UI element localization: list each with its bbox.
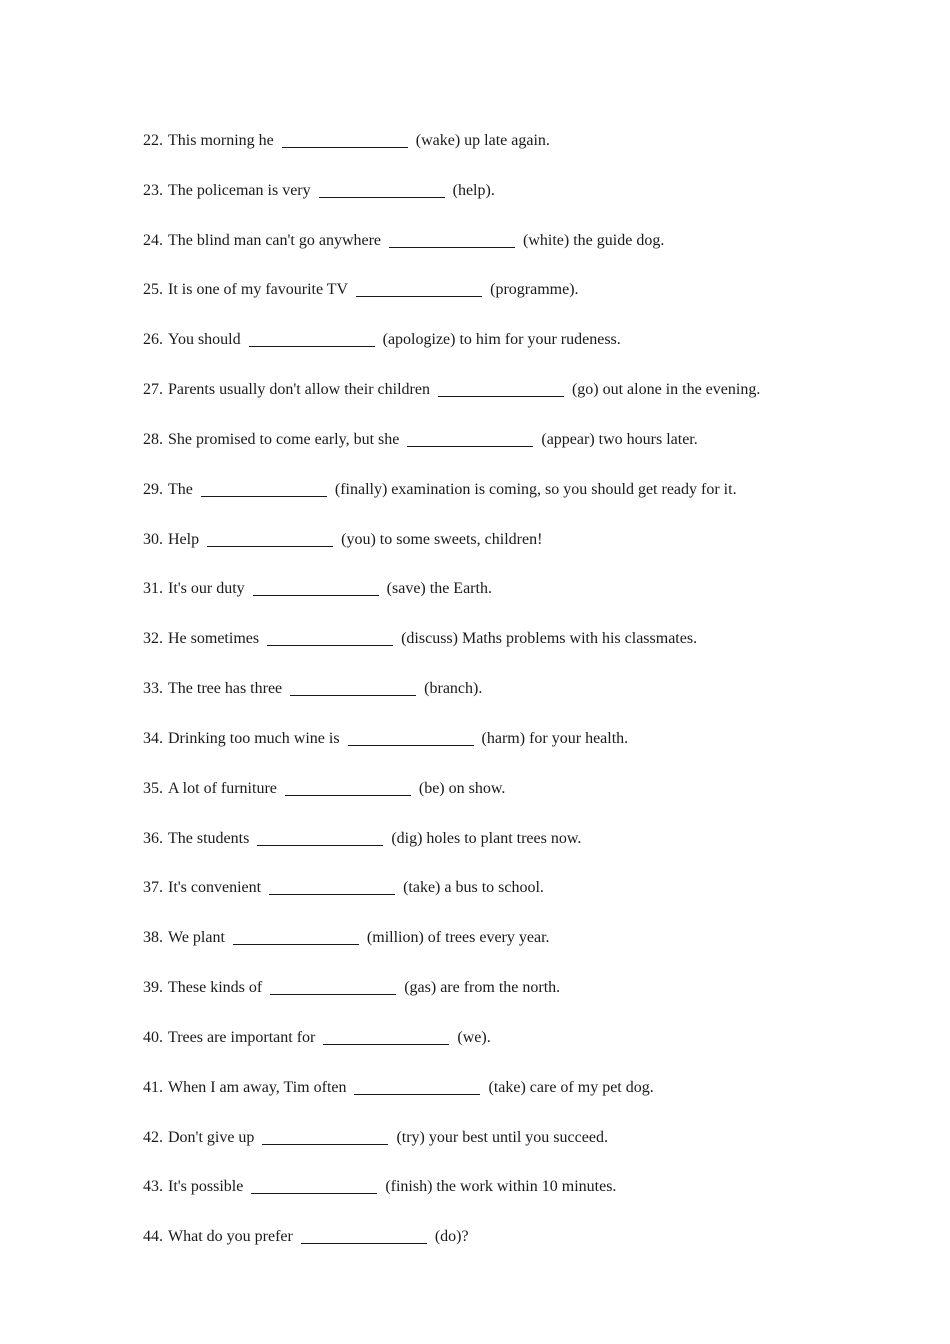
item-number: 24. (143, 231, 163, 249)
exercise-list (143, 128, 903, 1274)
item-number: 32. (143, 630, 163, 648)
item-number: 34. (143, 729, 163, 747)
exercise-item (143, 975, 903, 1025)
item-text-before: When I am away, Tim often (168, 1078, 347, 1096)
answer-blank[interactable] (282, 128, 408, 148)
answer-blank[interactable] (407, 427, 533, 447)
answer-blank[interactable] (356, 277, 482, 297)
exercise-item (143, 1075, 903, 1125)
exercise-item (143, 875, 903, 925)
item-text-before: It's convenient (168, 879, 262, 897)
item-text-after: (go) out alone in the evening. (571, 381, 761, 399)
exercise-item (143, 377, 903, 427)
item-text-before: We plant (168, 929, 225, 947)
exercise-item (143, 776, 903, 826)
item-text-before: Trees are important for (168, 1028, 316, 1046)
item-text-before: Don't give up (168, 1128, 255, 1146)
item-text-after: (wake) up late again. (415, 132, 550, 149)
answer-blank[interactable] (249, 327, 375, 347)
exercise-item (143, 327, 903, 377)
item-text-after: (dig) holes to plant trees now. (391, 829, 582, 847)
answer-blank[interactable] (233, 925, 359, 945)
item-text-after: (save) the Earth. (386, 580, 492, 598)
exercise-item (143, 128, 903, 178)
exercise-item (143, 1125, 903, 1175)
item-number: 22. (143, 132, 163, 149)
item-number: 31. (143, 580, 163, 598)
item-text-after: (appear) two hours later. (541, 430, 698, 448)
exercise-item (143, 576, 903, 626)
item-text-before: This morning he (168, 132, 274, 149)
exercise-item (143, 427, 903, 477)
item-text-before: The blind man can't go anywhere (168, 231, 382, 249)
item-number: 33. (143, 680, 163, 698)
item-text-before: You should (168, 331, 241, 349)
exercise-item (143, 826, 903, 876)
item-text-after: (white) the guide dog. (523, 231, 665, 249)
item-number: 26. (143, 331, 163, 349)
item-text-before: Help (168, 530, 200, 548)
item-number: 35. (143, 779, 163, 797)
item-text-after: (million) of trees every year. (366, 929, 550, 947)
exercise-item (143, 1025, 903, 1075)
item-text-after: (discuss) Maths problems with his classmates. (401, 630, 698, 648)
answer-blank[interactable] (269, 875, 395, 895)
exercise-item (143, 676, 903, 726)
answer-blank[interactable] (354, 1075, 480, 1095)
item-number: 30. (143, 530, 163, 548)
item-text-after: (you) to some sweets, children! (341, 530, 543, 548)
exercise-item (143, 1174, 903, 1224)
item-text-before: It's our duty (168, 580, 245, 598)
exercise-item (143, 626, 903, 676)
answer-blank[interactable] (290, 676, 416, 696)
item-number: 39. (143, 979, 163, 997)
item-text-after: (finish) the work within 10 minutes. (385, 1178, 617, 1196)
answer-blank[interactable] (253, 576, 379, 596)
item-text-before: The policeman is very (168, 181, 311, 199)
exercise-item (143, 726, 903, 776)
item-text-after: (finally) examination is coming, so you should get ready for it. (334, 480, 737, 498)
item-text-after: (we). (457, 1028, 491, 1046)
item-number: 29. (143, 480, 163, 498)
answer-blank[interactable] (285, 776, 411, 796)
item-text-before: What do you prefer (168, 1228, 293, 1246)
exercise-item (143, 1224, 903, 1274)
item-text-after: (be) on show. (418, 779, 506, 797)
item-text-before: These kinds of (168, 979, 263, 997)
exercise-item (143, 277, 903, 327)
item-text-after: (help). (452, 181, 495, 199)
exercise-item (143, 925, 903, 975)
answer-blank[interactable] (257, 826, 383, 846)
answer-blank[interactable] (262, 1125, 388, 1145)
answer-blank[interactable] (323, 1025, 449, 1045)
item-text-before: The students (168, 829, 250, 847)
item-text-before: A lot of furniture (168, 779, 277, 797)
item-number: 28. (143, 430, 163, 448)
item-text-after: (take) care of my pet dog. (488, 1078, 654, 1096)
item-number: 37. (143, 879, 163, 897)
item-number: 27. (143, 381, 163, 399)
answer-blank[interactable] (438, 377, 564, 397)
answer-blank[interactable] (348, 726, 474, 746)
item-text-before: He sometimes (168, 630, 260, 648)
answer-blank[interactable] (251, 1174, 377, 1194)
item-number: 44. (143, 1228, 163, 1246)
item-text-after: (do)? (434, 1228, 469, 1246)
answer-blank[interactable] (389, 228, 515, 248)
answer-blank[interactable] (267, 626, 393, 646)
item-number: 25. (143, 281, 163, 299)
item-text-after: (harm) for your health. (481, 729, 629, 747)
item-number: 42. (143, 1128, 163, 1146)
item-text-after: (branch). (424, 680, 483, 698)
item-text-before: The tree has three (168, 680, 283, 698)
item-text-before: She promised to come early, but she (168, 430, 400, 448)
item-number: 40. (143, 1028, 163, 1046)
item-number: 38. (143, 929, 163, 947)
item-text-before: Parents usually don't allow their children (168, 381, 430, 399)
exercise-item (143, 527, 903, 577)
item-text-before: The (168, 480, 193, 498)
answer-blank[interactable] (201, 477, 327, 497)
exercise-item (143, 477, 903, 527)
item-text-before: It is one of my favourite TV (168, 281, 349, 299)
item-text-after: (programme). (490, 281, 579, 299)
answer-blank[interactable] (319, 178, 445, 198)
item-text-after: (gas) are from the north. (404, 979, 561, 997)
item-text-after: (take) a bus to school. (403, 879, 544, 897)
answer-blank[interactable] (301, 1224, 427, 1244)
item-number: 23. (143, 181, 163, 199)
item-number: 36. (143, 829, 163, 847)
item-number: 43. (143, 1178, 163, 1196)
item-text-after: (apologize) to him for your rudeness. (382, 331, 621, 349)
exercise-item (143, 228, 903, 278)
answer-blank[interactable] (270, 975, 396, 995)
item-text-after: (try) your best until you succeed. (396, 1128, 608, 1146)
answer-blank[interactable] (207, 527, 333, 547)
item-text-before: Drinking too much wine is (168, 729, 340, 747)
exercise-item (143, 178, 903, 228)
item-number: 41. (143, 1078, 163, 1096)
item-text-before: It's possible (168, 1178, 244, 1196)
